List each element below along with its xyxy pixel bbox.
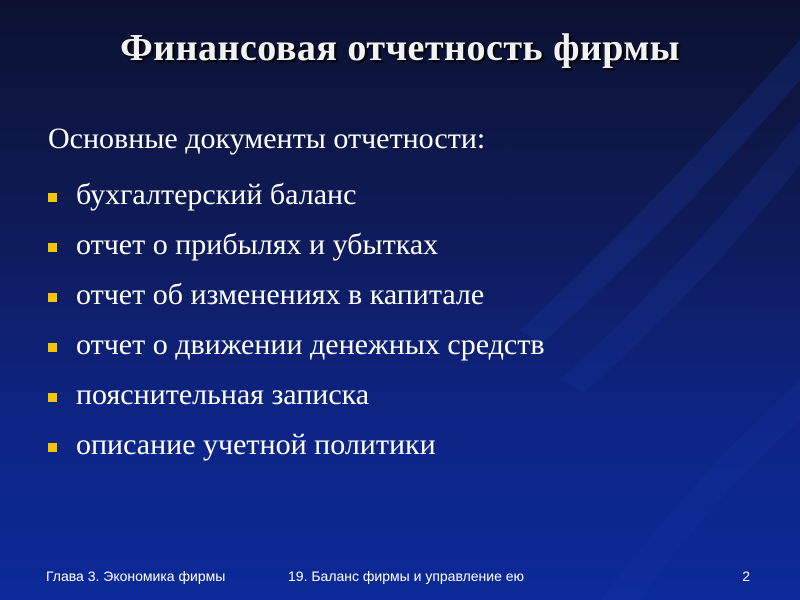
square-bullet-icon (48, 443, 57, 452)
list-item-label: отчет о прибылях и убытках (76, 228, 439, 261)
list-item (48, 420, 545, 470)
list-item (48, 170, 545, 220)
square-bullet-icon (48, 293, 57, 302)
list-item (48, 220, 545, 270)
list-item-label: отчет о движении денежных средств (76, 328, 545, 361)
list-item (48, 270, 545, 320)
footer-chapter: Глава 3. Экономика фирмы (46, 568, 226, 584)
square-bullet-icon (48, 193, 57, 202)
list-item-label: бухгалтерский баланс (76, 178, 357, 211)
slide-title: Финансовая отчетность фирмы (120, 27, 680, 69)
footer-section: 19. Баланс фирмы и управление ею (288, 568, 525, 584)
page-number: 2 (742, 568, 750, 584)
square-bullet-icon (48, 393, 57, 402)
list-item-label: пояснительная записка (76, 378, 370, 411)
list-item (48, 320, 545, 370)
intro-text: Основные документы отчетности: (48, 122, 486, 155)
list-item-label: описание учетной политики (76, 428, 436, 461)
bullet-list (48, 170, 545, 470)
square-bullet-icon (48, 243, 57, 252)
list-item (48, 370, 545, 420)
list-item-label: отчет об изменениях в капитале (76, 278, 485, 311)
square-bullet-icon (48, 343, 57, 352)
